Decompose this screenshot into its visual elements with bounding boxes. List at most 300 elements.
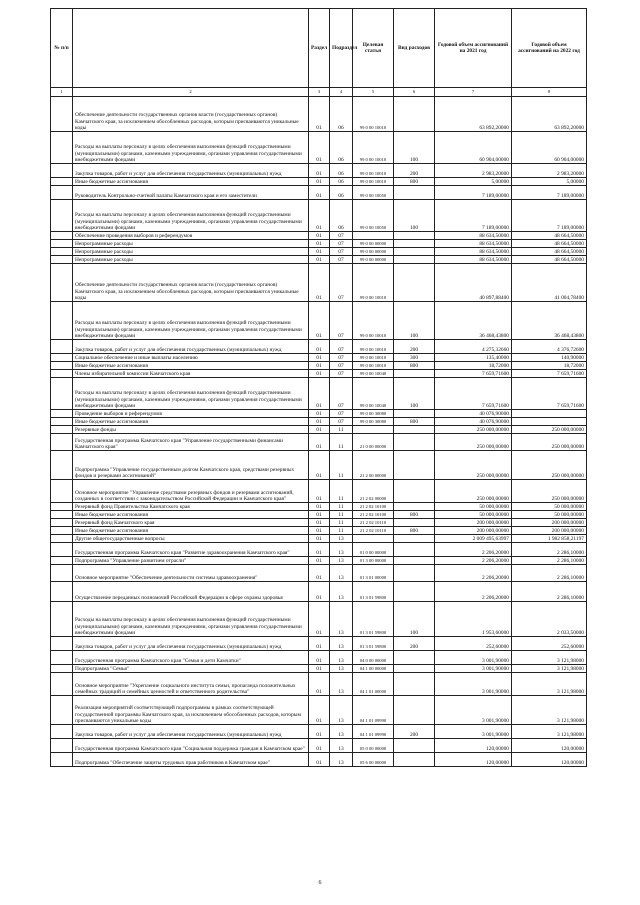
row-expense-type: 300 [394, 354, 435, 362]
row-amount-2022: 2 286,10000 [512, 565, 587, 582]
row-expense-type [394, 97, 435, 132]
row-name: Основное мероприятие "Укрепление социального института семьи, пропаганда положительных семейных традиций и семейных ценностей и ответственного родительства" [73, 673, 309, 696]
row-target-article: 99 0 00 10040 [353, 370, 394, 378]
row-name: Основное мероприятие "Управление средствами резервных фондов и резервами ассигнований, созданных в соответствии с законодательством Российской Федерации и Камчатского края" [73, 480, 309, 503]
row-expense-type: 800 [394, 362, 435, 370]
table-header-row [51, 9, 587, 88]
row-amount-2021: 7 659,71600 [435, 370, 512, 378]
row-subsection: 07 [330, 410, 353, 418]
row-target-article: 99 0 00 10010 [353, 164, 394, 178]
row-amount-2021: 120,00000 [435, 753, 512, 767]
row-amount-2022: 48 664,50000 [512, 240, 587, 248]
row-number [51, 264, 73, 302]
row-amount-2021: 7 189,00000 [435, 200, 512, 232]
table-row [51, 410, 587, 418]
row-name: Государственная программа Камчатского края "Развитие здравоохранения Камчатского края" [73, 543, 309, 557]
col-header-expense-type: Вид расходов [394, 9, 435, 88]
row-amount-2021: 3 001,90000 [435, 665, 512, 673]
row-expense-type: 800 [394, 418, 435, 426]
row-section: 01 [309, 256, 330, 264]
row-target-article: 01 3 01 59800 [353, 602, 394, 637]
row-section: 01 [309, 97, 330, 132]
row-expense-type: 800 [394, 527, 435, 535]
row-name: Непрограммные расходы [73, 256, 309, 264]
row-amount-2022: 250 000,00000 [512, 451, 587, 480]
row-name: Иные бюджетные ассигнования [73, 527, 309, 535]
row-target-article: 21 2 02 10110 [353, 519, 394, 527]
row-target-article: 99 0 00 10010 [353, 178, 394, 186]
row-section: 01 [309, 503, 330, 511]
row-subsection: 06 [330, 164, 353, 178]
row-number [51, 302, 73, 340]
row-section: 01 [309, 602, 330, 637]
row-section: 01 [309, 753, 330, 767]
row-target-article [353, 426, 394, 434]
row-number [51, 739, 73, 753]
row-section: 01 [309, 164, 330, 178]
row-subsection: 13 [330, 535, 353, 543]
table-row [51, 602, 587, 637]
row-expense-type [394, 696, 435, 725]
row-name: Другие общегосударственные вопросы [73, 535, 309, 543]
row-expense-type [394, 557, 435, 565]
table-row [51, 256, 587, 264]
row-amount-2022: 2 033,50000 [512, 602, 587, 637]
row-amount-2022: 4 376,72600 [512, 340, 587, 354]
row-target-article: 99 0 00 30080 [353, 410, 394, 418]
row-name: Резервные фонды [73, 426, 309, 434]
row-target-article: 99 0 00 10050 [353, 200, 394, 232]
row-subsection: 11 [330, 527, 353, 535]
row-number [51, 410, 73, 418]
row-amount-2022: 3 121,98000 [512, 696, 587, 725]
row-amount-2021: 50 000,00000 [435, 511, 512, 519]
row-number [51, 519, 73, 527]
row-number [51, 511, 73, 519]
row-number [51, 480, 73, 503]
row-subsection: 07 [330, 340, 353, 354]
row-section: 01 [309, 535, 330, 543]
row-section: 01 [309, 451, 330, 480]
row-section: 01 [309, 651, 330, 665]
col-header-subsection: Подраздел [330, 9, 353, 88]
row-expense-type [394, 665, 435, 673]
row-target-article: 99 0 00 10010 [353, 362, 394, 370]
row-subsection: 06 [330, 200, 353, 232]
row-expense-type: 100 [394, 302, 435, 340]
row-amount-2022: 48 664,50000 [512, 232, 587, 240]
row-amount-2022: 36 468,43800 [512, 302, 587, 340]
row-name: Иные бюджетные ассигнования [73, 362, 309, 370]
row-subsection: 13 [330, 651, 353, 665]
row-expense-type [394, 232, 435, 240]
row-amount-2021: 4 275,32660 [435, 340, 512, 354]
row-subsection: 07 [330, 232, 353, 240]
row-subsection: 13 [330, 557, 353, 565]
row-subsection: 06 [330, 186, 353, 200]
row-number [51, 256, 73, 264]
table-row [51, 511, 587, 519]
row-subsection: 11 [330, 451, 353, 480]
table-row [51, 132, 587, 164]
row-subsection: 07 [330, 256, 353, 264]
table-row [51, 164, 587, 178]
row-number [51, 248, 73, 256]
row-amount-2022: 50 000,00000 [512, 503, 587, 511]
row-name: Обеспечение деятельности государственных органов власти (государственных органов) Камчатского края, за исключением обособленных расходов, которым присваиваются уникальные коды [73, 264, 309, 302]
row-amount-2022: 7 659,71600 [512, 378, 587, 410]
row-section: 01 [309, 739, 330, 753]
row-number [51, 200, 73, 232]
table-row [51, 362, 587, 370]
row-expense-type [394, 480, 435, 503]
row-name: Подпрограмма "Обеспечение защиты трудовых прав работников в Камчатском крае" [73, 753, 309, 767]
col-header-name [73, 9, 309, 88]
row-expense-type: 800 [394, 511, 435, 519]
row-target-article: 99 0 00 10010 [353, 340, 394, 354]
row-amount-2021: 7 189,00000 [435, 186, 512, 200]
table-row [51, 240, 587, 248]
row-target-article: 99 0 00 00000 [353, 256, 394, 264]
row-section: 01 [309, 370, 330, 378]
table-row [51, 503, 587, 511]
row-target-article: 99 0 00 00000 [353, 240, 394, 248]
row-section: 01 [309, 200, 330, 232]
row-target-article: 99 0 00 10010 [353, 302, 394, 340]
row-name: Резервный фонд Камчатского края [73, 519, 309, 527]
table-row [51, 535, 587, 543]
row-expense-type [394, 186, 435, 200]
row-expense-type [394, 264, 435, 302]
row-subsection: 07 [330, 370, 353, 378]
row-amount-2021: 60 904,00000 [435, 132, 512, 164]
row-expense-type: 200 [394, 637, 435, 651]
row-amount-2022: 63 892,20000 [512, 97, 587, 132]
row-section: 01 [309, 527, 330, 535]
row-target-article: 01 0 00 00000 [353, 543, 394, 557]
table-row [51, 527, 587, 535]
row-section: 01 [309, 557, 330, 565]
row-subsection: 07 [330, 302, 353, 340]
table-row [51, 725, 587, 739]
row-number [51, 565, 73, 582]
row-section: 01 [309, 426, 330, 434]
row-number [51, 362, 73, 370]
row-amount-2021: 252,60000 [435, 637, 512, 651]
row-number [51, 340, 73, 354]
row-target-article: 99 0 00 10010 [353, 354, 394, 362]
row-section: 01 [309, 418, 330, 426]
row-section: 01 [309, 410, 330, 418]
row-target-article: 04 1 01 09990 [353, 725, 394, 739]
row-target-article: 21 2 00 00000 [353, 451, 394, 480]
row-amount-2022: 2 286,10000 [512, 557, 587, 565]
row-number [51, 186, 73, 200]
row-number [51, 178, 73, 186]
row-expense-type [394, 753, 435, 767]
row-name: Закупка товаров, работ и услуг для обеспечения государственных (муниципальных) нужд [73, 340, 309, 354]
row-section: 01 [309, 248, 330, 256]
row-amount-2022: 2 286,10000 [512, 582, 587, 602]
row-subsection: 07 [330, 354, 353, 362]
row-name: Основное мероприятие "Обеспечение деятельности системы здравоохранения" [73, 565, 309, 582]
row-number [51, 164, 73, 178]
row-section: 01 [309, 725, 330, 739]
row-expense-type [394, 434, 435, 451]
row-amount-2022: 250 000,00000 [512, 426, 587, 434]
row-section: 01 [309, 673, 330, 696]
row-amount-2022 [512, 410, 587, 418]
row-name: Руководитель Контрольно-счетной палаты Камчатского края и его заместители [73, 186, 309, 200]
row-target-article: 99 0 00 30080 [353, 418, 394, 426]
row-expense-type [394, 370, 435, 378]
row-expense-type [394, 519, 435, 527]
row-name: Закупка товаров, работ и услуг для обеспечения государственных (муниципальных) нужд [73, 725, 309, 739]
row-expense-type: 800 [394, 178, 435, 186]
row-subsection: 13 [330, 673, 353, 696]
row-subsection: 13 [330, 696, 353, 725]
row-number [51, 378, 73, 410]
table-row [51, 696, 587, 725]
row-target-article: 05 0 00 00000 [353, 739, 394, 753]
row-amount-2021: 3 001,90000 [435, 696, 512, 725]
row-name: Закупка товаров, работ и услуг для обеспечения государственных (муниципальных) нужд [73, 637, 309, 651]
column-number: 5 [353, 88, 394, 97]
row-subsection: 06 [330, 97, 353, 132]
column-number: 6 [394, 88, 435, 97]
table-row [51, 543, 587, 557]
row-subsection: 13 [330, 739, 353, 753]
row-name: Иные бюджетные ассигнования [73, 418, 309, 426]
row-amount-2021: 40 076,90000 [435, 418, 512, 426]
row-amount-2021: 1 953,60000 [435, 602, 512, 637]
row-number [51, 673, 73, 696]
page-number: 6 [318, 880, 322, 886]
row-subsection: 13 [330, 565, 353, 582]
row-target-article: 21 2 02 00000 [353, 480, 394, 503]
row-amount-2022: 140,90000 [512, 354, 587, 362]
row-name: Проведение выборов и референдумов [73, 410, 309, 418]
row-number [51, 602, 73, 637]
table-row [51, 232, 587, 240]
row-amount-2022: 2 983,20000 [512, 164, 587, 178]
row-amount-2021: 2 206,20000 [435, 557, 512, 565]
row-amount-2022: 60 904,00000 [512, 132, 587, 164]
row-target-article: 21 2 02 10100 [353, 511, 394, 519]
row-name: Государственная программа Камчатского края "Семья и дети Камчатки" [73, 651, 309, 665]
row-number [51, 503, 73, 511]
table-row [51, 651, 587, 665]
table-row [51, 178, 587, 186]
row-amount-2022: 3 121,98000 [512, 665, 587, 673]
column-number: 8 [512, 88, 587, 97]
table-row [51, 418, 587, 426]
row-amount-2022: 5,00000 [512, 178, 587, 186]
row-name: Расходы на выплаты персоналу в целях обеспечения выполнения функций государственными (муниципальными) органами, казенными учреждениями, органами управления государственными внебюджетными фондами [73, 200, 309, 232]
row-amount-2022: 250 000,00000 [512, 480, 587, 503]
row-name: Обеспечение проведения выборов и референдумов [73, 232, 309, 240]
budget-allocation-table [50, 8, 587, 767]
row-target-article [353, 535, 394, 543]
row-amount-2022 [512, 418, 587, 426]
row-amount-2021: 135,40000 [435, 354, 512, 362]
table-row [51, 557, 587, 565]
row-amount-2022: 3 121,98000 [512, 725, 587, 739]
row-amount-2022: 120,00000 [512, 753, 587, 767]
row-number [51, 426, 73, 434]
row-name: Расходы на выплаты персоналу в целях обеспечения выполнения функций государственными (муниципальными) органами, казенными учреждениями, органами управления государственными внебюджетными фондами [73, 302, 309, 340]
row-amount-2022: 7 189,00000 [512, 186, 587, 200]
row-amount-2021: 250 000,00000 [435, 480, 512, 503]
row-number [51, 665, 73, 673]
row-name: Расходы на выплаты персоналу в целях обеспечения выполнения функций государственными (муниципальными) органами, казенными учреждениями, органами управления государственными внебюджетными фондами [73, 132, 309, 164]
col-header-2022: Годовой объем ассигнований на 2022 год [512, 9, 587, 88]
column-number: 1 [51, 88, 73, 97]
row-subsection: 11 [330, 434, 353, 451]
row-amount-2021: 2 983,20000 [435, 164, 512, 178]
row-target-article: 04 1 01 09990 [353, 696, 394, 725]
row-subsection: 07 [330, 248, 353, 256]
row-name: Социальное обеспечение и иные выплаты населению [73, 354, 309, 362]
table-row [51, 264, 587, 302]
row-name: Закупка товаров, работ и услуг для обеспечения государственных (муниципальных) нужд [73, 164, 309, 178]
row-target-article: 99 0 00 10010 [353, 264, 394, 302]
row-target-article: 21 0 00 00000 [353, 434, 394, 451]
row-section: 01 [309, 378, 330, 410]
row-number [51, 232, 73, 240]
row-expense-type [394, 565, 435, 582]
table-row [51, 186, 587, 200]
column-number: 3 [309, 88, 330, 97]
table-row [51, 665, 587, 673]
row-name: Иные бюджетные ассигнования [73, 511, 309, 519]
row-amount-2022: 200 000,00000 [512, 519, 587, 527]
row-amount-2021: 50 000,00000 [435, 503, 512, 511]
row-subsection: 13 [330, 753, 353, 767]
row-amount-2021: 250 000,00000 [435, 451, 512, 480]
row-section: 01 [309, 132, 330, 164]
table-row [51, 200, 587, 232]
row-amount-2022: 252,60000 [512, 637, 587, 651]
row-expense-type [394, 673, 435, 696]
row-amount-2021: 36 468,43800 [435, 302, 512, 340]
row-amount-2021: 88 634,50000 [435, 256, 512, 264]
row-amount-2021: 88 634,50000 [435, 248, 512, 256]
table-row [51, 378, 587, 410]
column-number-row [51, 88, 587, 97]
row-name: Непрограммные расходы [73, 240, 309, 248]
row-section: 01 [309, 565, 330, 582]
row-expense-type [394, 451, 435, 480]
row-target-article: 01 3 01 59800 [353, 582, 394, 602]
row-subsection: 13 [330, 602, 353, 637]
row-section: 01 [309, 240, 330, 248]
row-section: 01 [309, 696, 330, 725]
row-name: Осуществление переданных полномочий Российской Федерации в сфере охраны здоровья [73, 582, 309, 602]
row-amount-2021: 88 634,50000 [435, 232, 512, 240]
table-row [51, 739, 587, 753]
row-number [51, 451, 73, 480]
row-expense-type: 200 [394, 340, 435, 354]
column-number: 4 [330, 88, 353, 97]
row-amount-2022: 18,72000 [512, 362, 587, 370]
row-name: Подпрограмма "Управление государственным долгом Камчатского края, средствами резервных фондов и резервами ассигнований" [73, 451, 309, 480]
table-row [51, 340, 587, 354]
row-subsection: 06 [330, 132, 353, 164]
col-header-target-article: Целевая статья [353, 9, 394, 88]
row-amount-2021: 2 206,20000 [435, 565, 512, 582]
row-target-article: 04 0 00 00000 [353, 651, 394, 665]
row-target-article [353, 232, 394, 240]
table-row [51, 565, 587, 582]
row-amount-2021: 18,72000 [435, 362, 512, 370]
row-name: Государственная программа Камчатского края "Управление государственными финансами Камчатского края" [73, 434, 309, 451]
row-section: 01 [309, 511, 330, 519]
row-subsection: 07 [330, 378, 353, 410]
row-amount-2022: 200 000,00000 [512, 527, 587, 535]
row-subsection: 11 [330, 426, 353, 434]
row-expense-type: 100 [394, 378, 435, 410]
table-row [51, 354, 587, 362]
row-section: 01 [309, 480, 330, 503]
row-subsection: 13 [330, 637, 353, 651]
row-section: 01 [309, 340, 330, 354]
row-name: Государственная программа Камчатского края "Социальная поддержка граждан в Камчатском крае" [73, 739, 309, 753]
row-amount-2022: 3 121,98000 [512, 651, 587, 665]
row-target-article: 04 1 00 00000 [353, 665, 394, 673]
row-expense-type [394, 582, 435, 602]
row-amount-2022: 50 000,00000 [512, 511, 587, 519]
row-expense-type: 200 [394, 725, 435, 739]
row-amount-2021: 40 076,90000 [435, 410, 512, 418]
row-section: 01 [309, 362, 330, 370]
row-expense-type: 200 [394, 164, 435, 178]
row-expense-type [394, 256, 435, 264]
row-expense-type [394, 651, 435, 665]
row-subsection: 11 [330, 519, 353, 527]
row-name: Обеспечение деятельности государственных органов власти (государственных органов) Камчатского края, за исключением обособленных расходов, которым присваиваются уникальные коды [73, 97, 309, 132]
row-amount-2022: 120,00000 [512, 739, 587, 753]
row-number [51, 651, 73, 665]
column-number: 7 [435, 88, 512, 97]
row-subsection: 06 [330, 178, 353, 186]
row-number [51, 97, 73, 132]
row-amount-2022: 1 982 858,21197 [512, 535, 587, 543]
row-number [51, 753, 73, 767]
row-amount-2021: 2 009 495,63997 [435, 535, 512, 543]
row-name: Резервный фонд Правительства Камчатского края [73, 503, 309, 511]
row-number [51, 132, 73, 164]
row-target-article: 99 0 00 10010 [353, 132, 394, 164]
row-amount-2022: 7 659,71600 [512, 370, 587, 378]
row-target-article: 01 3 00 00000 [353, 557, 394, 565]
row-section: 01 [309, 354, 330, 362]
row-subsection: 13 [330, 543, 353, 557]
row-amount-2021: 7 659,71600 [435, 378, 512, 410]
table-row [51, 637, 587, 651]
row-amount-2022: 3 121,98000 [512, 673, 587, 696]
row-target-article: 04 1 01 00000 [353, 673, 394, 696]
row-section: 01 [309, 178, 330, 186]
row-expense-type [394, 503, 435, 511]
row-amount-2021: 88 634,50000 [435, 240, 512, 248]
row-section: 01 [309, 264, 330, 302]
row-amount-2021: 120,00000 [435, 739, 512, 753]
row-number [51, 527, 73, 535]
row-target-article: 01 3 01 59800 [353, 637, 394, 651]
table-row [51, 480, 587, 503]
row-expense-type [394, 240, 435, 248]
